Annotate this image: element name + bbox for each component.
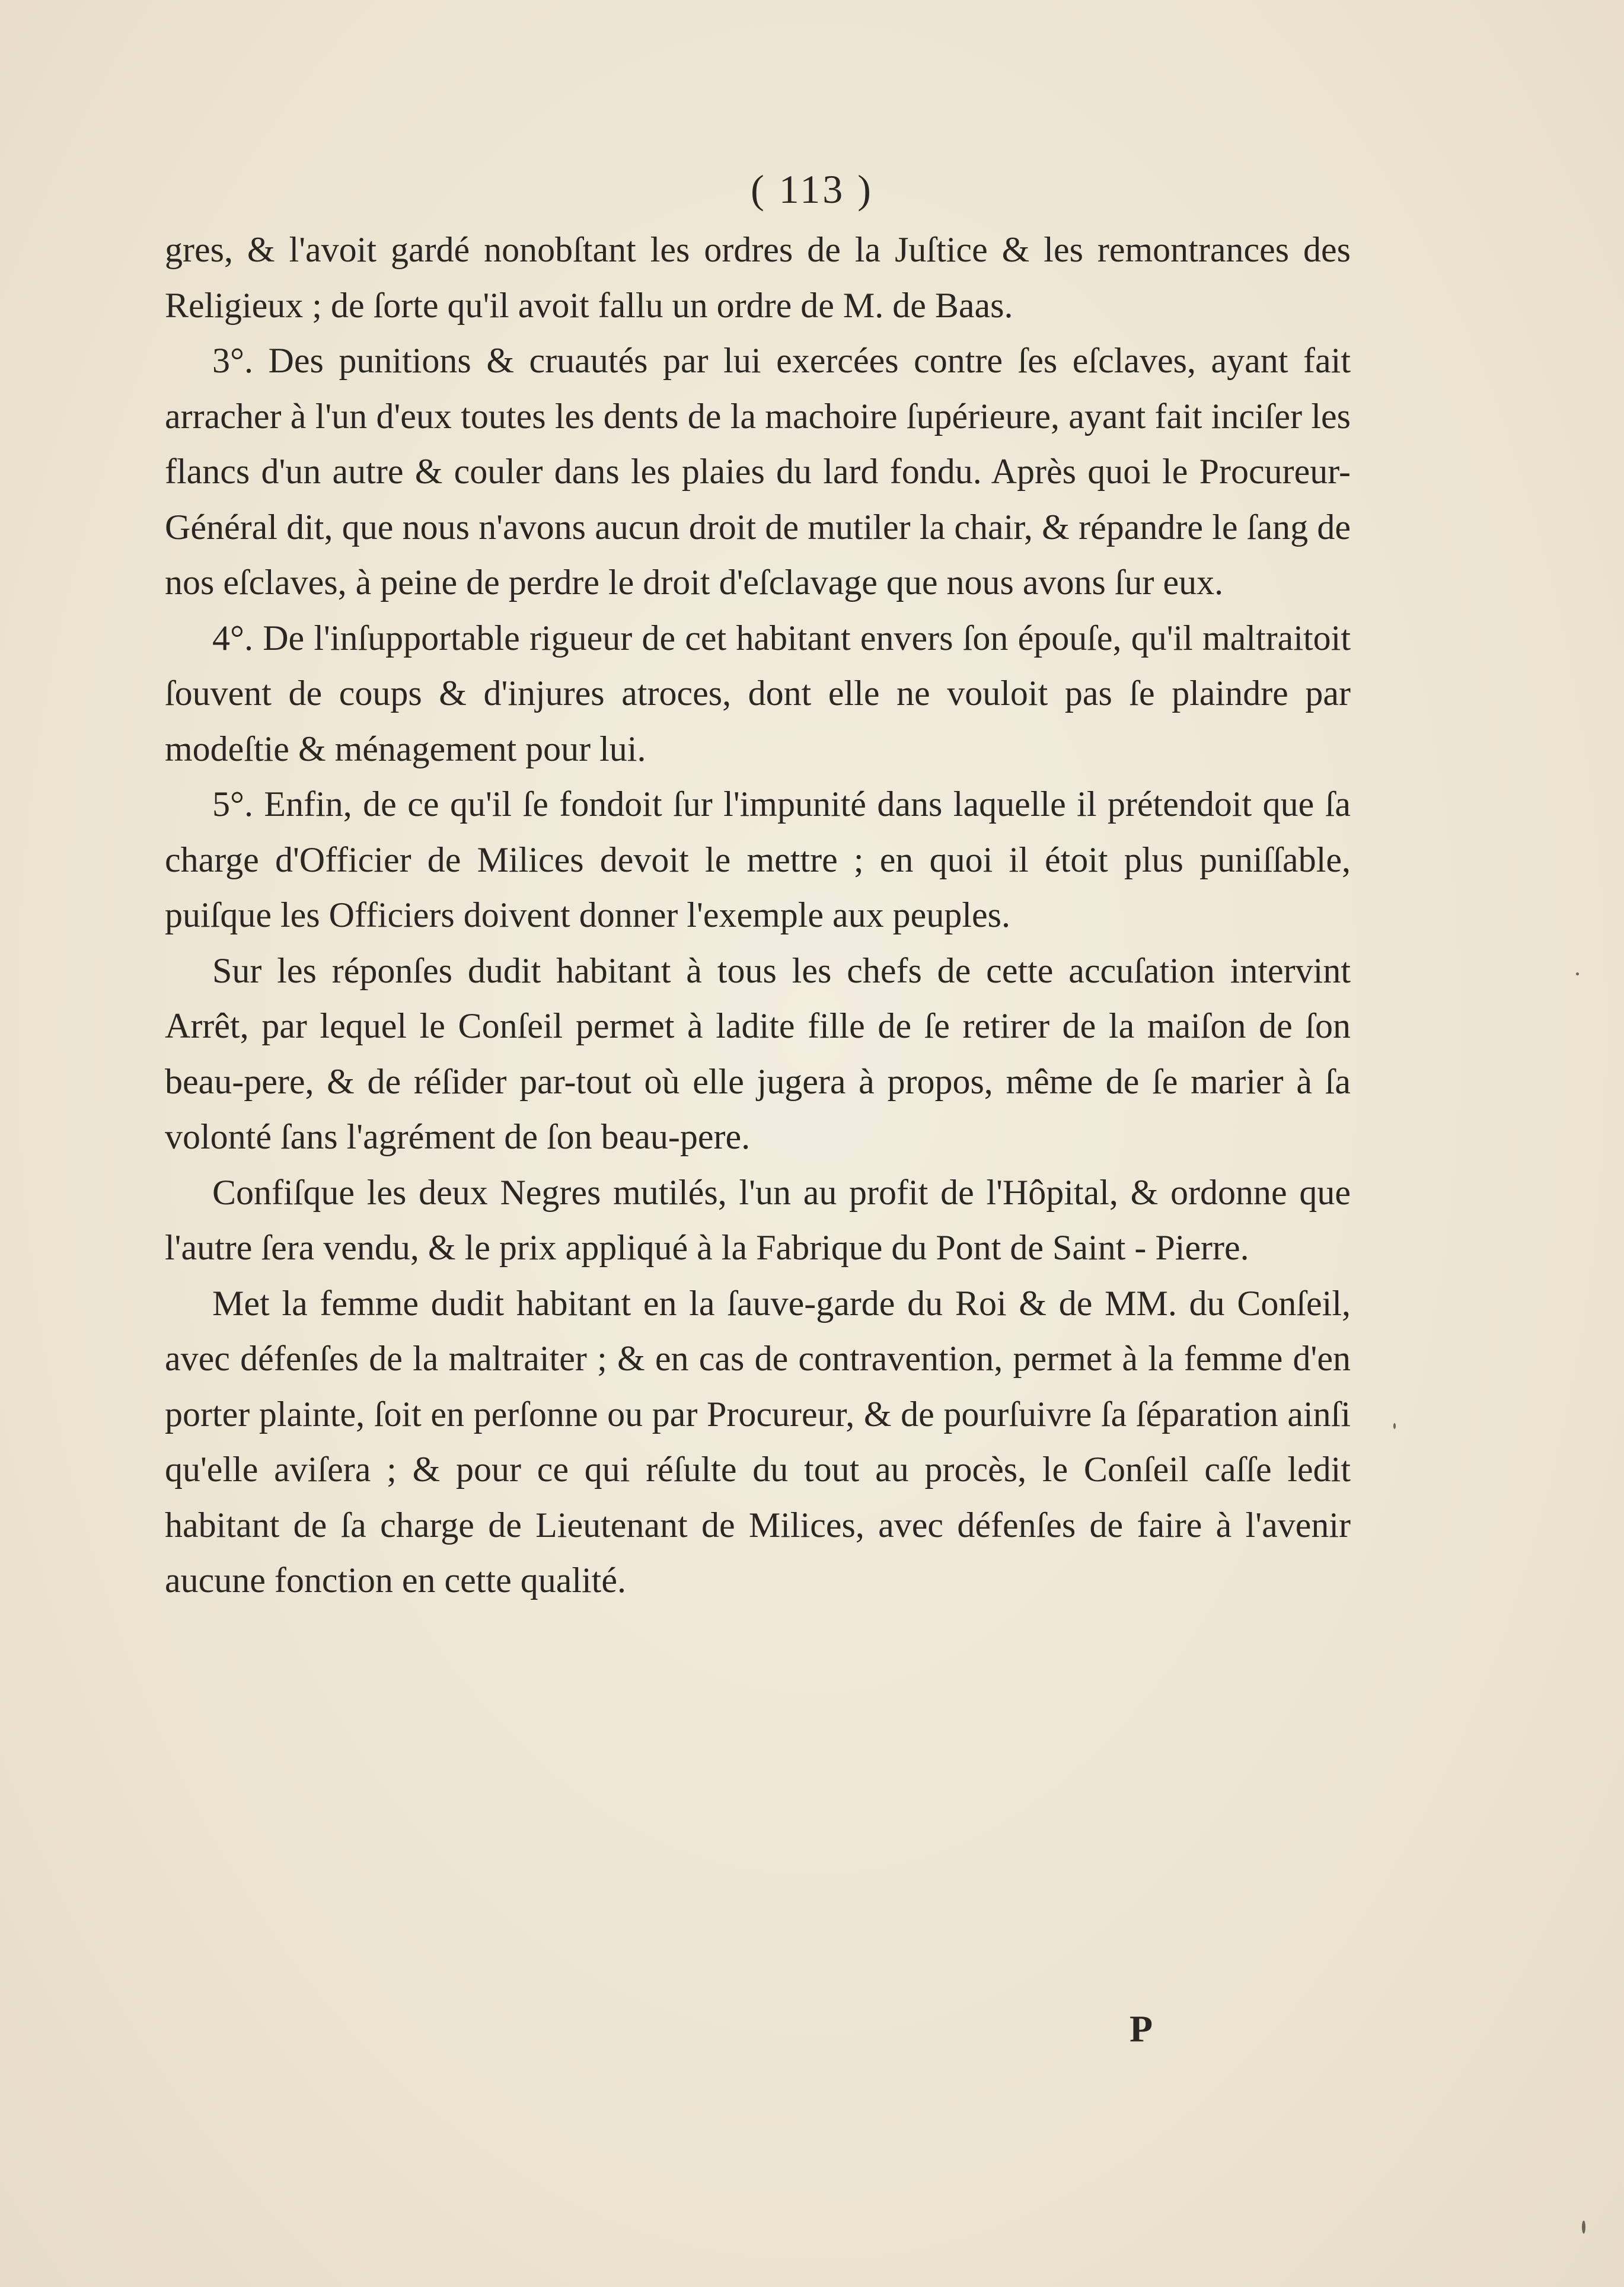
paragraph-confiscation: Confiſque les deux Negres mutilés, l'un au profit de l'Hôpital, & ordonne que l'autre ſera vendu, & le prix appliqué à la Fabrique du Pont de Saint - Pierre. [165,1172,1351,1267]
paper-speck [1576,972,1579,975]
paper-speck [1582,2221,1585,2234]
paragraph-point-3: 3°. Des punitions & cruautés par lui exercées contre ſes eſclaves, ayant fait arracher à l'un d'eux toutes les dents de la machoire ſupérieure, ayant fait inciſer les flancs d'un autre & couler dans les plaies du lard fondu. Après quoi le Procureur-Général dit, que nous n'avons aucun droit de mutiler la chair, & répandre le ſang de nos eſclaves, à peine de perdre le droit d'eſclavage que nous avons ſur eux. [165,341,1351,602]
catchword: P [1130,2008,1153,2050]
paragraph-ruling: Sur les réponſes dudit habitant à tous les chefs de cette accuſation intervint Arrêt, par lequel le Conſeil permet à ladite fille de ſe retirer de la maiſon de ſon beau-pere, & de réſider par-tout où elle jugera à propos, même de ſe marier à ſa volonté ſans l'agrément de ſon beau-pere. [165,950,1351,1156]
page-number: ( 113 ) [751,167,873,212]
text-body [165,222,1351,1609]
paragraph-point-5: 5°. Enfin, de ce qu'il ſe fondoit ſur l'impunité dans laquelle il prétendoit que ſa charge d'Officier de Milices devoit le mettre ; en quoi il étoit plus puniſſable, puiſque les Officiers doivent donner l'exemple aux peuples. [165,784,1351,934]
paper-speck [1393,1423,1396,1429]
paragraph-continuation: gres, & l'avoit gardé nonobſtant les ordres de la Juſtice & les remontrances des Religieux ; de ſorte qu'il avoit fallu un ordre de M. de Baas. [165,230,1351,325]
paragraph-point-4: 4°. De l'inſupportable rigueur de cet habitant envers ſon épouſe, qu'il maltraitoit ſouvent de coups & d'injures atroces, dont elle ne vouloit pas ſe plaindre par modeſtie & ménagement pour lui. [165,618,1351,768]
paragraph-safeguard: Met la femme dudit habitant en la ſauve-garde du Roi & de MM. du Conſeil, avec défenſes de la maltraiter ; & en cas de contravention, permet à la femme d'en porter plainte, ſoit en perſonne ou par Procureur, & de pourſuivre ſa ſéparation ainſi qu'elle aviſera ; & pour ce qui réſulte du tout au procès, le Conſeil caſſe ledit habitant de ſa charge de Lieutenant de Milices, avec défenſes de faire à l'avenir aucune fonction en cette qualité. [165,1283,1351,1600]
